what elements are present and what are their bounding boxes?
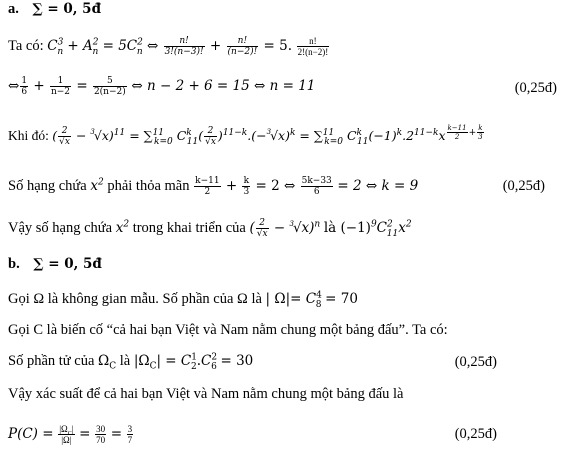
part-b-line-3: Số phần tử của $\Omega_C$ là $|\Omega_C| = C^1_2.C^2_6 = 30$: [8, 352, 254, 372]
part-a-line-1: [8, 36, 563, 57]
part-a-line-2-tail: ⇔ n − 2 + 6 = 15 ⇔ n = 11: [131, 78, 316, 94]
part-b-line-5-eq-b: =: [79, 425, 91, 442]
part-a-line-3-prefix: Khi đó:: [8, 128, 49, 144]
part-a-line-4-mid: phải thỏa mãn: [107, 178, 190, 194]
part-a-line-4-tail: = 2 ⇔ k = 9: [337, 178, 419, 194]
part-b-line-5-eq-c: =: [110, 425, 123, 442]
part-a-line-2-math: ⇔ $\frac{1}{6}$ + $\frac{1}{n-2}$ = $\frac{5}{2(n-2)}$: [8, 76, 126, 97]
part-a-line-5-mid: trong khai triển của: [132, 220, 246, 236]
part-a-line-1-prefix: Ta có:: [8, 38, 44, 54]
part-a-line-4-prefix: Số hạng chứa: [8, 178, 87, 194]
part-a-score-2: (0,25đ): [502, 178, 545, 194]
part-a-line-1-math: $C^3_n + A^2_n = 5C^2_n$ ⇔ $\frac{n!}{3!(n-3)!}$ + $\frac{n!}{(n-2)!}$: [47, 36, 258, 57]
part-a-line-2: [8, 76, 563, 97]
part-b-line-3-eq: = 30: [220, 353, 254, 369]
part-a-line-1-eq: = 5.: [263, 38, 292, 54]
part-b-heading: [8, 255, 563, 273]
part-b-line-5-eq-a: P(C) =: [8, 425, 54, 442]
part-b-line-3-mid: là: [119, 353, 131, 369]
part-b-line-4-text: Vậy xác suất để cả hai bạn Việt và Nam nằm chung một bảng đấu là: [8, 386, 404, 402]
part-a-score-1: (0,25đ): [514, 80, 557, 96]
part-b-line-1-eq: = 70: [325, 291, 358, 307]
part-b-line-1: Gọi Ω là không gian mẫu. Số phần của Ω là | $\Omega|= C^4_8 = 70$: [8, 290, 358, 310]
part-b-total: ∑ = 0, 5đ: [33, 256, 102, 272]
part-a-line-1-frac: $\frac{n!}{2!(n-2)!}$: [297, 36, 329, 58]
part-b-line-2: [8, 321, 563, 339]
part-a-line-4: Số hạng chứa $x^2$ phải thỏa mãn $\frac{k-11}{2}$ + $\frac{k}{3}$ = 2 ⇔ $\frac{5k-33}{6}$ = 2 ⇔ k = 9: [8, 176, 419, 197]
part-b-frac-3-7: $\frac{3}{7}$: [127, 424, 133, 445]
part-a-label: a.: [8, 1, 19, 17]
part-a-line-5-tail: là (−1): [323, 220, 371, 236]
part-b-line-3-text: Số phần tử của: [8, 353, 95, 369]
part-b-label: b.: [8, 256, 20, 272]
part-b-line-1-text: Gọi Ω là không gian mẫu. Số phần của Ω là: [8, 291, 262, 307]
part-a-total: ∑ = 0, 5đ: [32, 1, 102, 17]
part-b-frac-30-70: $\frac{30}{70}$: [96, 424, 106, 445]
part-a-line-5-prefix: Vậy số hạng chứa: [8, 220, 113, 236]
part-b-line-4: [8, 385, 563, 403]
part-a-heading: [8, 0, 563, 18]
part-a-line-3-math: ( $\frac{2}{√x}$ − $^3$√x)$^{11}$ = ∑$^{11}_{k=0}$ $C^k_{11}$( $\frac{2}{√x}$ )$^{11-k}.(-^3√x)^k = \sum^{11}_{k=0}$ $C^k_{11}(-1)^k.2^{11-k}x$ $^{\frac{k-11}{2} + \frac{k}{3}}$: [52, 124, 483, 148]
part-b-line-2-text: Gọi C là biến cố “cả hai bạn Việt và Nam nằm chung một bảng đấu”. Ta có:: [8, 322, 448, 338]
part-b-score-1: (0,25đ): [454, 354, 497, 370]
part-a-line-3: [8, 124, 563, 147]
part-b-frac-omega: $\frac{|\Omega_C|}{|\Omega|}$: [59, 424, 74, 445]
part-b-score-2: (0,25đ): [454, 426, 497, 442]
part-a-line-5: Vậy số hạng chứa $x^2$ trong khai triển của ( $\frac{2}{√x}$ − $^3$√x)$^n$ là $(-1)^9C^2_{11}x^2$: [8, 218, 412, 239]
